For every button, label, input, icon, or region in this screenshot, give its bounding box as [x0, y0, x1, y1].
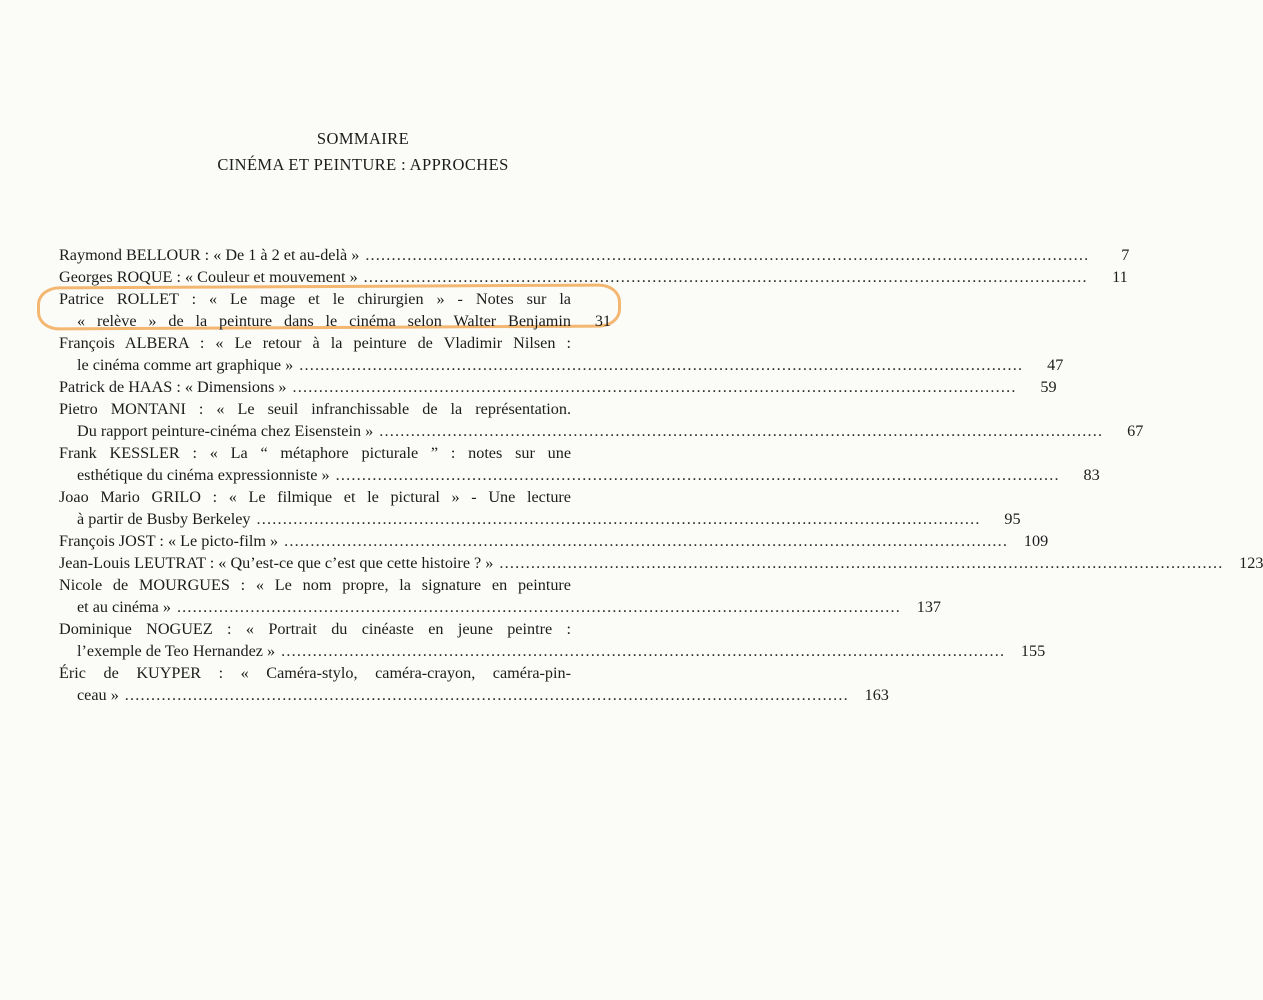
dot-leader: .......................................................................................................................................... [363, 268, 1088, 286]
toc-entry [59, 266, 1128, 288]
toc-entry-text: Dominique NOGUEZ : « Portrait du cinéaste en jeune peintre : [59, 620, 571, 638]
toc-entry [59, 442, 1100, 486]
dot-leader: .......................................................................................................................................... [335, 466, 1060, 484]
toc-entry [59, 530, 1049, 552]
toc-entry-line [59, 618, 611, 640]
toc-entry-line [59, 332, 611, 354]
page-number: 155 [1020, 642, 1046, 660]
toc-entry-text: Du rapport peinture-cinéma chez Eisenstein » [77, 422, 374, 440]
toc-entry [59, 662, 889, 706]
toc-entry-text: Éric de KUYPER : « Caméra-stylo, caméra-crayon, caméra-pin- [59, 664, 571, 682]
dot-leader: .......................................................................................................................................... [299, 356, 1024, 374]
toc-entry-line [59, 552, 1263, 574]
page-number: 59 [1040, 378, 1057, 396]
toc-entry-text: ceau » [77, 686, 119, 704]
toc-entry-continuation-line [59, 508, 1021, 530]
page-number: 83 [1083, 466, 1100, 484]
page-number: 109 [1023, 532, 1049, 550]
dot-leader: .......................................................................................................................................... [499, 554, 1224, 572]
page-number: 47 [1047, 356, 1064, 374]
dot-leader: .......................................................................................................................................... [379, 422, 1104, 440]
toc-entry-continuation-line [59, 420, 1144, 442]
toc-entry [59, 288, 611, 332]
toc-entry [59, 376, 1057, 398]
dot-leader: .......................................................................................................................................... [256, 510, 981, 528]
toc-entry-text: Pietro MONTANI : « Le seuil infranchissable de la représentation. [59, 400, 571, 418]
toc-entry-line [59, 486, 611, 508]
toc-entry-continuation-line [59, 640, 1046, 662]
toc-entry [59, 574, 942, 618]
toc-entry-continuation-line [59, 596, 942, 618]
toc-entry [59, 332, 1064, 376]
toc-entry-continuation-line [59, 684, 889, 706]
dot-leader: .......................................................................................................................................... [284, 532, 1009, 550]
page-title: SOMMAIRE [316, 129, 410, 148]
toc-entry-line [59, 442, 611, 464]
toc-entry-line [59, 244, 1130, 266]
toc-entry [59, 552, 1263, 574]
page-number: 31 [594, 312, 611, 330]
toc-entry-continuation-line [59, 354, 1064, 376]
dot-leader: .......................................................................................................................................... [124, 686, 849, 704]
toc-entry-text: et au cinéma » [77, 598, 171, 616]
toc-entry-text: Frank KESSLER : « La “ métaphore picturale ” : notes sur une [59, 444, 571, 462]
page-number: 137 [916, 598, 942, 616]
toc-entry-line [59, 662, 611, 684]
page-number: 67 [1127, 422, 1144, 440]
table-of-contents [59, 244, 1263, 706]
toc-entry-text: Patrick de HAAS : « Dimensions » [59, 378, 287, 396]
toc-entry-line [59, 376, 1057, 398]
toc-entry-line [59, 398, 611, 420]
toc-entry-continuation-line [59, 464, 1100, 486]
dot-leader: .......................................................................................................................................... [292, 378, 1017, 396]
toc-entry [59, 618, 1046, 662]
toc-entry-text: à partir de Busby Berkeley [77, 510, 251, 528]
page-number: 123 [1239, 554, 1263, 572]
page-number: 163 [864, 686, 889, 704]
toc-entry-text: Georges ROQUE : « Couleur et mouvement » [59, 268, 358, 286]
toc-entry-text: Joao Mario GRILO : « Le filmique et le pictural » - Une lecture [59, 488, 571, 506]
toc-entry-line [59, 530, 1049, 552]
toc-entry [59, 486, 1021, 530]
toc-entry-text: le cinéma comme art graphique » [77, 356, 294, 374]
dot-leader: .......................................................................................................................................... [176, 598, 902, 616]
toc-entry-text: Jean-Louis LEUTRAT : « Qu’est-ce que c’est que cette histoire ? » [59, 554, 494, 572]
toc-entry-line [59, 266, 1128, 288]
toc-entry-text: François ALBERA : « Le retour à la peinture de Vladimir Nilsen : [59, 334, 571, 352]
page-subtitle: CINÉMA ET PEINTURE : APPROCHES [217, 155, 509, 174]
toc-entry-text: Raymond BELLOUR : « De 1 à 2 et au-delà » [59, 246, 360, 264]
page-number: 7 [1121, 246, 1130, 264]
toc-entry-line [59, 574, 611, 596]
toc-entry-text: Nicole de MOURGUES : « Le nom propre, la signature en peinture [59, 576, 571, 594]
page-number: 11 [1112, 268, 1128, 286]
toc-entry-text: esthétique du cinéma expressionniste » [77, 466, 330, 484]
page-number: 95 [1004, 510, 1021, 528]
toc-entry-text: Patrice ROLLET : « Le mage et le chirurgien » - Notes sur la [59, 290, 571, 308]
toc-entry-text: François JOST : « Le picto-film » [59, 532, 279, 550]
toc-entry [59, 398, 1144, 442]
toc-entry-text: « relève » de la peinture dans le cinéma selon Walter Benjamin [77, 312, 571, 330]
toc-entry-text: l’exemple de Teo Hernandez » [77, 642, 276, 660]
toc-entry-continuation-line [59, 310, 611, 332]
toc-entry [59, 244, 1130, 266]
dot-leader: .......................................................................................................................................... [281, 642, 1006, 660]
toc-entry-line [59, 288, 611, 310]
dot-leader: .......................................................................................................................................... [365, 246, 1090, 264]
